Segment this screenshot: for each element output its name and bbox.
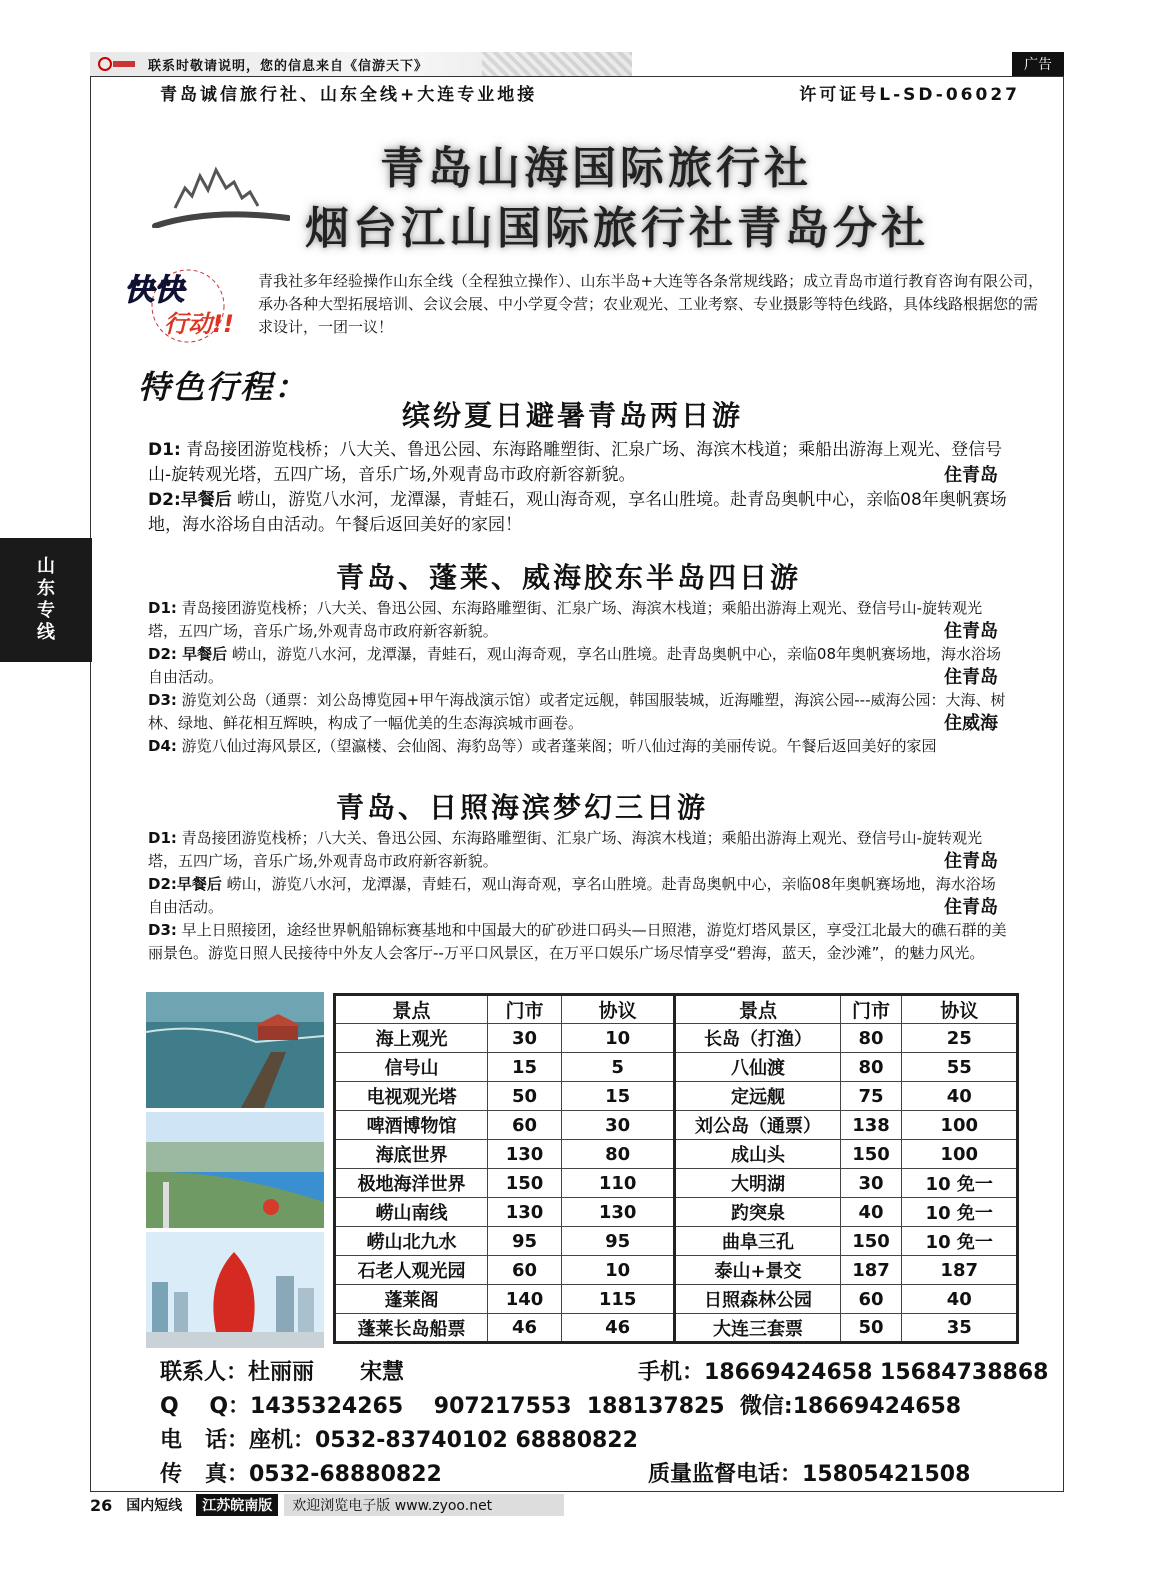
mobile-numbers: 18669424658 15684738868 bbox=[704, 1360, 1049, 1385]
fax-row bbox=[160, 1458, 1040, 1492]
table-cell: 46 bbox=[561, 1314, 675, 1343]
decorative-pattern bbox=[482, 52, 632, 76]
table-cell: 150 bbox=[840, 1227, 902, 1256]
day-text: 青岛接团游览栈桥；八大关、鲁迅公园、东海路雕塑街、汇泉广场、海滨木栈道；乘船出游海上观光、登信号山-旋转观光塔，五四广场，音乐广场,外观青岛市政府新容新貌。 bbox=[148, 440, 1003, 485]
table-cell: 10 免一 bbox=[902, 1227, 1018, 1256]
col-header: 门市 bbox=[840, 995, 902, 1024]
ticket-price-table bbox=[333, 993, 1019, 1344]
mountain-logo-icon bbox=[150, 148, 290, 228]
table-row bbox=[335, 1053, 1018, 1082]
table-row bbox=[335, 1111, 1018, 1140]
day-text: 青岛接团游览栈桥；八大关、鲁迅公园、东海路雕塑街、汇泉广场、海滨木栈道；乘船出游海上观光、登信号山-旋转观光塔，五四广场，音乐广场,外观青岛市政府新容新貌。 bbox=[148, 829, 983, 870]
day-label: D1: bbox=[148, 829, 177, 847]
col-header: 门市 bbox=[488, 995, 562, 1024]
table-cell: 110 bbox=[561, 1169, 675, 1198]
side-tab-char: 东 bbox=[37, 578, 55, 599]
table-cell: 35 bbox=[902, 1314, 1018, 1343]
contact-person-row bbox=[160, 1356, 1049, 1390]
pier-photo bbox=[146, 992, 324, 1108]
label: 手机： bbox=[638, 1360, 705, 1385]
stay-city: 住青岛 bbox=[944, 465, 998, 486]
label: Q Q： bbox=[160, 1394, 251, 1419]
source-notice: 联系时敬请说明，您的信息来自《信游天下》 bbox=[148, 58, 429, 74]
route-2-day-4 bbox=[148, 735, 1008, 758]
col-header: 景点 bbox=[335, 995, 488, 1024]
label: 质量监督电话： bbox=[648, 1462, 803, 1487]
table-header-row bbox=[335, 995, 1018, 1024]
table-row bbox=[335, 1024, 1018, 1053]
table-cell: 25 bbox=[902, 1024, 1018, 1053]
table-cell: 60 bbox=[488, 1111, 562, 1140]
day-label: D2:早餐后 bbox=[148, 875, 222, 893]
table-cell: 55 bbox=[902, 1053, 1018, 1082]
table-cell: 187 bbox=[902, 1256, 1018, 1285]
contact-persons: 杜丽丽 宋慧 bbox=[248, 1360, 404, 1385]
route-2 bbox=[148, 597, 1008, 758]
table-cell: 八仙渡 bbox=[675, 1053, 840, 1082]
table-cell: 150 bbox=[840, 1140, 902, 1169]
title-line-1: 青岛山海国际旅行社 bbox=[380, 143, 812, 194]
quality-group bbox=[648, 1458, 970, 1492]
agency-line: 青岛诚信旅行社、山东全线+大连专业地接 bbox=[160, 85, 538, 105]
table-cell: 80 bbox=[840, 1053, 902, 1082]
label: 传 真： bbox=[160, 1462, 249, 1487]
badge-bottom-text: 行动!! bbox=[164, 310, 234, 338]
table-cell: 啤酒博物馆 bbox=[335, 1111, 488, 1140]
stay-city: 住青岛 bbox=[944, 621, 998, 642]
route-2-day-2 bbox=[148, 643, 1008, 689]
table-cell: 定远舰 bbox=[675, 1082, 840, 1111]
table-cell: 10 bbox=[561, 1024, 675, 1053]
table-cell: 蓬莱长岛船票 bbox=[335, 1314, 488, 1343]
table-cell: 成山头 bbox=[675, 1140, 840, 1169]
stay-city: 住青岛 bbox=[944, 851, 998, 872]
table-row bbox=[335, 1198, 1018, 1227]
fax-number: 0532-68880822 bbox=[248, 1462, 442, 1487]
route-1-day-1 bbox=[148, 438, 1008, 488]
table-cell: 187 bbox=[840, 1256, 902, 1285]
table-cell: 100 bbox=[902, 1140, 1018, 1169]
day-label: D2:早餐后 bbox=[148, 490, 232, 510]
photo-column bbox=[146, 992, 324, 1352]
table-row bbox=[335, 1256, 1018, 1285]
side-tab-char: 山 bbox=[37, 556, 55, 577]
route-2-day-3 bbox=[148, 689, 1008, 735]
table-cell: 50 bbox=[840, 1314, 902, 1343]
table-row bbox=[335, 1227, 1018, 1256]
table-cell: 100 bbox=[902, 1111, 1018, 1140]
phone-row bbox=[160, 1424, 1040, 1458]
page-number: 26 bbox=[90, 1495, 113, 1515]
table-cell: 长岛（打渔） bbox=[675, 1024, 840, 1053]
website-link[interactable]: 欢迎浏览电子版 www.zyoo.net bbox=[284, 1494, 564, 1516]
day-text: 早上日照接团，途经世界帆船锦标赛基地和中国最大的矿砂进口码头—日照港，游览灯塔风景区，享受江北最大的礁石群的美丽景色。游览日照人民接待中外友人会客厅--万平口风景区，在万平口娱乐广场尽情享受“碧海，蓝天，金沙滩”，的魅力风光。 bbox=[148, 921, 1007, 962]
day-label: D1: bbox=[148, 440, 181, 460]
col-header: 协议 bbox=[902, 995, 1018, 1024]
table-cell: 130 bbox=[488, 1198, 562, 1227]
table-cell: 138 bbox=[840, 1111, 902, 1140]
table-cell: 信号山 bbox=[335, 1053, 488, 1082]
day-text: 崂山，游览八水河，龙潭瀑，青蛙石，观山海奇观，享名山胜境。赴青岛奥帆中心，亲临08年奥帆赛场地，海水浴场自由活动。午餐后返回美好的家园！ bbox=[148, 490, 1007, 535]
route-3-day-2 bbox=[148, 873, 1008, 919]
table-cell: 30 bbox=[840, 1169, 902, 1198]
table-cell: 130 bbox=[488, 1140, 562, 1169]
day-label: D3: bbox=[148, 921, 177, 939]
table-cell: 30 bbox=[488, 1024, 562, 1053]
table-cell: 大明湖 bbox=[675, 1169, 840, 1198]
day-text: 游览八仙过海风景区,（望瀛楼、会仙阁、海豹岛等）或者蓬莱阁；听八仙过海的美丽传说。午餐后返回美好的家园 bbox=[181, 737, 937, 755]
route-1-day-2 bbox=[148, 488, 1008, 538]
may-fourth-square-photo bbox=[146, 1232, 324, 1348]
table-cell: 40 bbox=[902, 1082, 1018, 1111]
table-row bbox=[335, 1314, 1018, 1343]
route-2-day-1 bbox=[148, 597, 1008, 643]
table-cell: 95 bbox=[561, 1227, 675, 1256]
table-cell: 40 bbox=[840, 1198, 902, 1227]
intro-text: 青我社多年经验操作山东全线（全程独立操作）、山东半岛+大连等各条常规线路；成立青岛市道行教育咨询有限公司，承办各种大型拓展培训、会议会展、中小学夏令营；农业观光、工业考察、专业摄影等特色线路，具体线路根据您的需求设计，一团一议！ bbox=[258, 272, 1044, 336]
table-cell: 5 bbox=[561, 1053, 675, 1082]
table-cell: 日照森林公园 bbox=[675, 1285, 840, 1314]
route-3-day-1 bbox=[148, 827, 1008, 873]
table-cell: 电视观光塔 bbox=[335, 1082, 488, 1111]
table-cell: 崂山北九水 bbox=[335, 1227, 488, 1256]
route-3-day-3 bbox=[148, 919, 1008, 965]
day-text: 青岛接团游览栈桥；八大关、鲁迅公园、东海路雕塑街、汇泉广场、海滨木栈道；乘船出游海上观光、登信号山-旋转观光塔，五四广场，音乐广场,外观青岛市政府新容新貌。 bbox=[148, 599, 983, 640]
mobile-group bbox=[638, 1356, 1048, 1390]
table-row bbox=[335, 1140, 1018, 1169]
badge-top-text: 快快 bbox=[124, 273, 184, 308]
stay-city: 住青岛 bbox=[944, 897, 998, 918]
section-name: 国内短线 bbox=[126, 1498, 183, 1514]
table-row bbox=[335, 1285, 1018, 1314]
table-cell: 泰山+景交 bbox=[675, 1256, 840, 1285]
route-2-title: 青岛、蓬莱、威海胶东半岛四日游 bbox=[336, 561, 802, 594]
side-tab-char: 专 bbox=[37, 600, 55, 621]
act-fast-badge bbox=[118, 266, 258, 346]
day-text: 游览刘公岛（通票：刘公岛博览园+甲午海战演示馆）或者定远舰，韩国服装城，近海雕塑，海滨公园---威海公园：大海、树林、绿地、鲜花相互辉映，构成了一幅优美的生态海滨城市画卷。 bbox=[148, 691, 1006, 732]
table-cell: 海上观光 bbox=[335, 1024, 488, 1053]
title-line-2: 烟台江山国际旅行社青岛分社 bbox=[305, 203, 929, 254]
table-cell: 曲阜三孔 bbox=[675, 1227, 840, 1256]
table-cell: 15 bbox=[488, 1053, 562, 1082]
qq-row bbox=[160, 1390, 1040, 1424]
stay-city: 住威海 bbox=[944, 713, 998, 734]
table-cell: 蓬莱阁 bbox=[335, 1285, 488, 1314]
table-cell: 极地海洋世界 bbox=[335, 1169, 488, 1198]
route-1-title: 缤纷夏日避暑青岛两日游 bbox=[402, 399, 744, 432]
ad-tag: 广告 bbox=[1012, 52, 1064, 76]
table-cell: 40 bbox=[902, 1285, 1018, 1314]
side-tab-char: 线 bbox=[37, 622, 55, 643]
qq-numbers: 1435324265 907217553 188137825 微信:18669424658 bbox=[250, 1394, 962, 1419]
table-cell: 大连三套票 bbox=[675, 1314, 840, 1343]
coastline-photo bbox=[146, 1112, 324, 1228]
license-number: 许可证号L-SD-06027 bbox=[799, 85, 1020, 105]
table-cell: 60 bbox=[488, 1256, 562, 1285]
route-3-title: 青岛、日照海滨梦幻三日游 bbox=[336, 791, 709, 824]
table-cell: 50 bbox=[488, 1082, 562, 1111]
table-cell: 95 bbox=[488, 1227, 562, 1256]
top-notice-bar bbox=[90, 52, 632, 76]
table-cell: 80 bbox=[840, 1024, 902, 1053]
col-header: 协议 bbox=[561, 995, 675, 1024]
table-cell: 60 bbox=[840, 1285, 902, 1314]
day-label: D4: bbox=[148, 737, 177, 755]
table-cell: 10 免一 bbox=[902, 1169, 1018, 1198]
quality-phone: 15805421508 bbox=[802, 1462, 971, 1487]
label: 联系人： bbox=[160, 1360, 249, 1385]
table-cell: 80 bbox=[561, 1140, 675, 1169]
table-cell: 崂山南线 bbox=[335, 1198, 488, 1227]
edition-label: 江苏皖南版 bbox=[196, 1494, 278, 1516]
route-1 bbox=[148, 438, 1008, 538]
table-row bbox=[335, 1082, 1018, 1111]
contact-block bbox=[160, 1356, 1049, 1492]
table-cell: 10 免一 bbox=[902, 1198, 1018, 1227]
label: 电 话： bbox=[160, 1428, 249, 1453]
agency-license-line bbox=[160, 80, 1020, 105]
day-text: 崂山，游览八水河，龙潭瀑，青蛙石，观山海奇观，享名山胜境。赴青岛奥帆中心，亲临08年奥帆赛场地，海水浴场自由活动。 bbox=[148, 645, 1001, 686]
col-header: 景点 bbox=[675, 995, 840, 1024]
phone-numbers: 座机：0532-83740102 68880822 bbox=[248, 1428, 638, 1453]
route-3 bbox=[148, 827, 1008, 965]
table-cell: 46 bbox=[488, 1314, 562, 1343]
publication-logo bbox=[94, 54, 140, 74]
shandong-line-tab bbox=[0, 538, 92, 662]
table-cell: 10 bbox=[561, 1256, 675, 1285]
table-cell: 130 bbox=[561, 1198, 675, 1227]
feature-heading: 特色行程： bbox=[138, 368, 309, 406]
table-cell: 140 bbox=[488, 1285, 562, 1314]
table-row bbox=[335, 1169, 1018, 1198]
day-label: D1: bbox=[148, 599, 177, 617]
table-cell: 115 bbox=[561, 1285, 675, 1314]
day-label: D3: bbox=[148, 691, 177, 709]
table-cell: 刘公岛（通票） bbox=[675, 1111, 840, 1140]
day-text: 崂山，游览八水河，龙潭瀑，青蛙石，观山海奇观，享名山胜境。赴青岛奥帆中心，亲临08年奥帆赛场地，海水浴场自由活动。 bbox=[148, 875, 996, 916]
table-cell: 趵突泉 bbox=[675, 1198, 840, 1227]
title-block bbox=[150, 130, 1010, 254]
day-label: D2: 早餐后 bbox=[148, 645, 228, 663]
table-cell: 15 bbox=[561, 1082, 675, 1111]
stay-city: 住青岛 bbox=[944, 667, 998, 688]
table-cell: 150 bbox=[488, 1169, 562, 1198]
table-cell: 石老人观光园 bbox=[335, 1256, 488, 1285]
page-footer bbox=[90, 1494, 564, 1516]
table-cell: 30 bbox=[561, 1111, 675, 1140]
table-cell: 75 bbox=[840, 1082, 902, 1111]
table-cell: 海底世界 bbox=[335, 1140, 488, 1169]
